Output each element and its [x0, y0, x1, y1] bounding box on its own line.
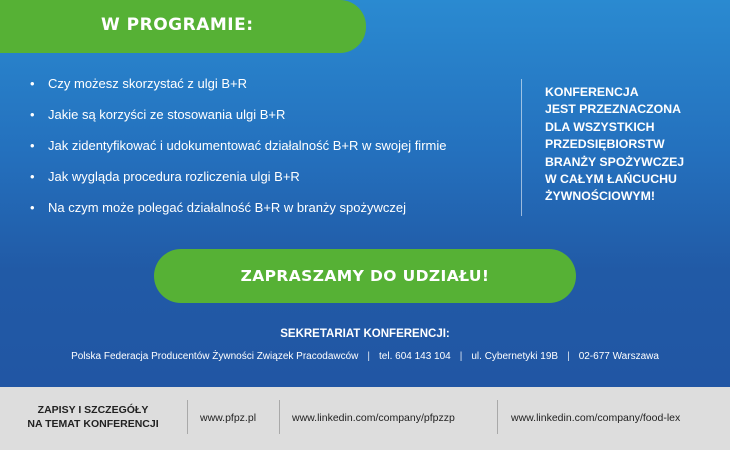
audience-note: KONFERENCJA JEST PRZEZNACZONA DLA WSZYSTKICH PRZEDSIĘBIORSTW BRANŻY SPOŻYWCZEJ W CAŁYM ŁAŃCUCHU ŻYWNOŚCIOWYM! [545, 85, 685, 204]
program-item: • Czy możesz skorzystać z ulgi B+R [30, 74, 446, 105]
bullet-icon: • [30, 107, 35, 122]
phone-number: tel. 604 143 104 [379, 351, 451, 362]
footer-label: ZAPISY I SZCZEGÓŁY NA TEMAT KONFERENCJI [27, 404, 159, 430]
secretariat-title: SEKRETARIAT KONFERENCJI: [280, 328, 450, 340]
organization-name: Polska Federacja Producentów Żywności Związek Pracodawców [71, 351, 359, 362]
program-list [30, 74, 446, 229]
bullet-icon: • [30, 169, 35, 184]
program-item: • Na czym może polegać działalność B+R w branży spożywczej [30, 198, 446, 229]
separator: | [459, 351, 463, 362]
link-pfpz-website[interactable]: www.pfpz.pl [200, 412, 257, 424]
separator: | [367, 351, 371, 362]
link-linkedin-food-lex[interactable]: www.linkedin.com/company/food-lex [511, 412, 681, 424]
program-item: • Jak wygląda procedura rozliczenia ulgi B+R [30, 167, 446, 198]
program-title: W PROGRAMIE: [101, 15, 254, 35]
city-address: 02-677 Warszawa [578, 351, 659, 362]
program-item: • Jak zidentyfikować i udokumentować działalność B+R w swojej firmie [30, 136, 446, 167]
invitation-button[interactable]: ZAPRASZAMY DO UDZIAŁU! [154, 249, 576, 303]
street-address: ul. Cybernetyki 19B [471, 351, 559, 362]
program-item: • Jakie są korzyści ze stosowania ulgi B+R [30, 105, 446, 136]
secretariat-contact [0, 351, 730, 362]
separator: | [567, 351, 570, 362]
footer-divider [187, 400, 188, 434]
bullet-icon: • [30, 138, 35, 153]
program-header-bar [0, 0, 366, 53]
footer-divider [497, 400, 498, 434]
vertical-divider [521, 79, 522, 216]
link-linkedin-pfpzzp[interactable]: www.linkedin.com/company/pfpzzp [292, 412, 455, 424]
bullet-icon: • [30, 76, 35, 91]
bullet-icon: • [30, 200, 35, 215]
footer-divider [279, 400, 280, 434]
footer-bar [0, 387, 730, 450]
